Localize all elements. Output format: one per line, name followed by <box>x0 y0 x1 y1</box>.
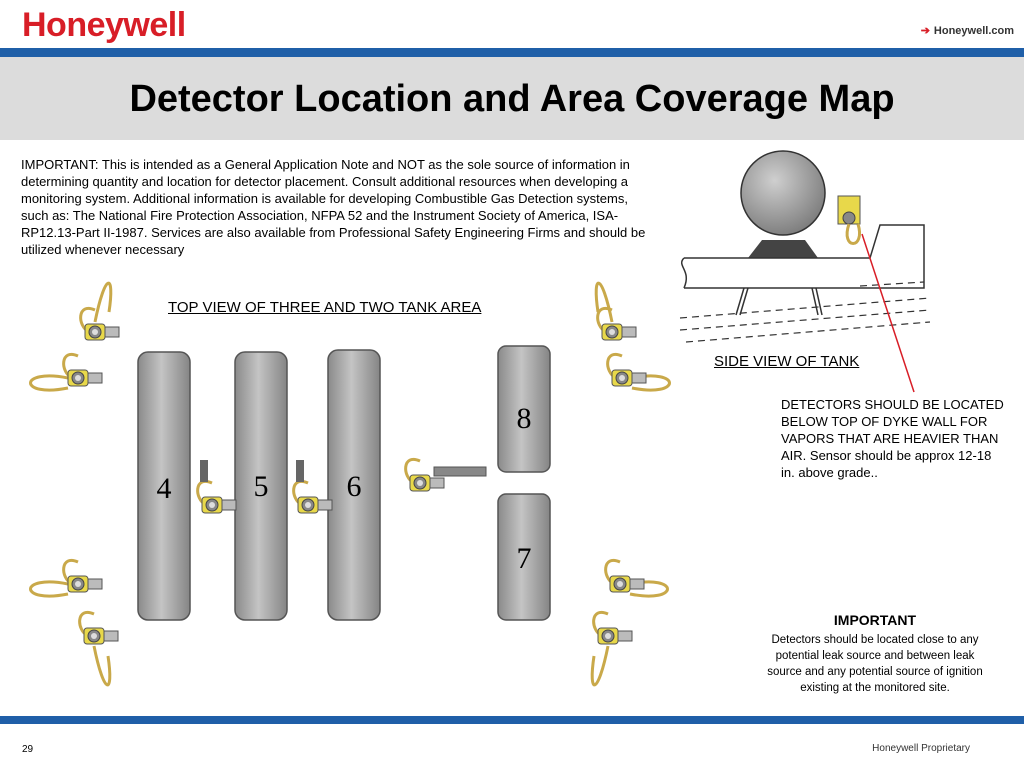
tank-4 <box>138 352 190 620</box>
proprietary-label: Honeywell Proprietary <box>872 743 970 754</box>
gas-detector-icon <box>608 354 670 390</box>
footer-divider <box>0 716 1024 724</box>
top-view-title: TOP VIEW OF THREE AND TWO TANK AREA <box>168 299 482 316</box>
tank-6-label: 6 <box>346 470 362 503</box>
gas-detector-icon <box>81 283 119 340</box>
tank-7 <box>498 494 550 620</box>
tank-6 <box>328 350 380 620</box>
important-heading: IMPORTANT <box>833 612 917 628</box>
gas-detector-icon <box>606 560 668 596</box>
intro-note: IMPORTANT: This is intended as a General Application Note and NOT as the sole source of information in determining quantity and location for detector placement. Consult additional resources when developing a monitoring system. Additional information is available for developing Combustible Gas Detection systems, such as: The National Fire Protection Association, NFPA 52 and the Instrument Society of America, ISA-RP12.13-Part II-1987. Services are also available from Professional Safety Engineering Firms and should be utilized whenever necessary <box>21 157 646 257</box>
important-body: Detectors should be located close to any potential leak source and between leak source and any potential source of ignition existing at the monitored site. <box>767 634 983 694</box>
tank-7-label: 7 <box>516 542 532 575</box>
tank-5-label: 5 <box>253 470 269 503</box>
side-view-detector-icon <box>838 196 860 244</box>
page-title: Detector Location and Area Coverage Map <box>129 78 895 120</box>
honeywell-logo[interactable]: Honeywell <box>22 6 186 44</box>
tank-8-label: 8 <box>516 402 532 435</box>
tank-8 <box>498 346 550 472</box>
detectors-note: DETECTORS SHOULD BE LOCATED BELOW TOP OF DYKE WALL FOR VAPORS THAT ARE HEAVIER THAN AIR. Sensor should be approx 12-18 in. above grade.. <box>781 397 1004 480</box>
gas-detector-icon <box>80 612 118 684</box>
site-link-label[interactable]: Honeywell.com <box>933 25 1014 37</box>
gas-detector-icon <box>31 560 103 596</box>
gas-detector-icon <box>592 612 632 684</box>
page-number: 29 <box>22 744 34 755</box>
gas-detector-icon <box>198 460 236 513</box>
gas-detector-icon <box>31 354 103 390</box>
gas-detector-icon <box>406 459 486 491</box>
arrow-right-icon: ➔ <box>920 25 930 37</box>
tank-4-label: 4 <box>156 472 172 505</box>
tank-5 <box>235 352 287 620</box>
gas-detector-icon <box>596 283 636 340</box>
side-view-title: SIDE VIEW OF TANK <box>714 353 860 370</box>
gas-detector-icon <box>294 460 332 513</box>
